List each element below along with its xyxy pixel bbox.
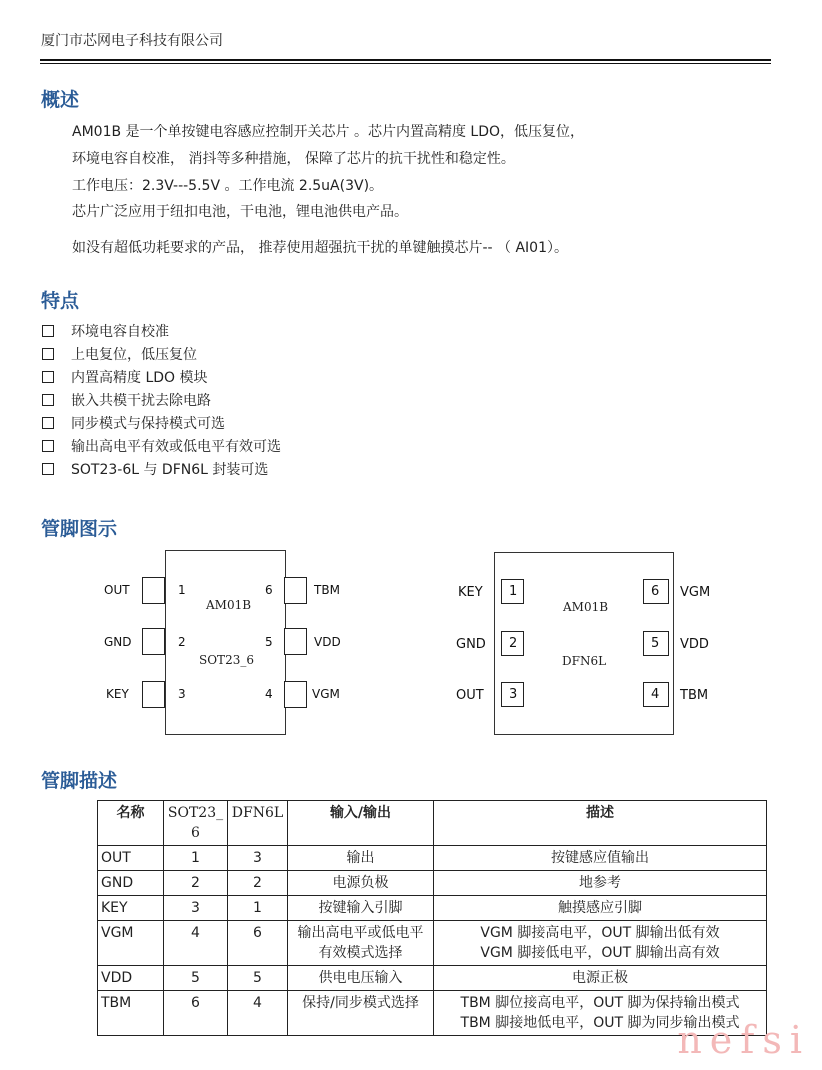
sot23-pin-pad — [142, 628, 165, 655]
sot23-pin-number: 5 — [265, 635, 273, 649]
sot23-pin-label: OUT — [104, 583, 130, 597]
col-header-dfn: DFN6L — [228, 801, 288, 846]
checkbox-icon — [42, 440, 54, 452]
feature-item: 上电复位，低压复位 — [42, 344, 197, 364]
table-header-row — [98, 801, 767, 846]
cell-desc: 电源正极 — [434, 966, 767, 991]
overview-line-2: 环境电容自校准， 消抖等多种措施， 保障了芯片的抗干扰性和稳定性。 — [72, 151, 515, 167]
dfn6-chip-name: AM01B — [563, 600, 609, 614]
cell-dfn: 5 — [228, 966, 288, 991]
sot23-package-name: SOT23_6 — [199, 653, 254, 667]
table-row — [98, 846, 767, 871]
sot23-pin-pad — [284, 681, 307, 708]
cell-dfn: 1 — [228, 896, 288, 921]
sot23-pin-number: 6 — [265, 583, 273, 597]
dfn6-pin-number: 3 — [509, 687, 518, 702]
feature-item: 环境电容自校准 — [42, 321, 169, 341]
sot23-pin-pad — [284, 628, 307, 655]
table-row — [98, 966, 767, 991]
sot23-pin-label: GND — [104, 635, 132, 649]
header-rule-thin — [40, 63, 771, 64]
cell-sot: 5 — [164, 966, 228, 991]
cell-desc: 按键感应值输出 — [434, 846, 767, 871]
sot23-pin-pad — [142, 577, 165, 604]
overview-line-4: 芯片广泛应用于纽扣电池，干电池，锂电池供电产品。 — [72, 204, 408, 220]
sot23-pin-number: 4 — [265, 687, 273, 701]
feature-item: 输出高电平有效或低电平有效可选 — [42, 436, 281, 456]
dfn6-pin-label: VDD — [680, 637, 709, 652]
cell-name: KEY — [98, 896, 164, 921]
overview-heading: 概述 — [41, 89, 80, 111]
features-heading: 特点 — [41, 290, 80, 312]
checkbox-icon — [42, 417, 54, 429]
cell-sot: 1 — [164, 846, 228, 871]
cell-sot: 4 — [164, 921, 228, 966]
cell-name: TBM — [98, 991, 164, 1036]
cell-sot: 2 — [164, 871, 228, 896]
dfn6-pin-number: 6 — [651, 584, 660, 599]
col-header-desc: 描述 — [434, 801, 767, 846]
cell-io: 供电电压输入 — [288, 966, 434, 991]
dfn6-pin-label: OUT — [456, 688, 484, 703]
dfn6-pin-label: KEY — [458, 585, 483, 600]
dfn6-pin-number: 1 — [509, 584, 518, 599]
checkbox-icon — [42, 463, 54, 475]
cell-dfn: 2 — [228, 871, 288, 896]
overview-line-5: 如没有超低功耗要求的产品， 推荐使用超强抗干扰的单键触摸芯片-- （ AI01）。 — [72, 240, 568, 256]
table-row — [98, 991, 767, 1036]
sot23-pin-label: KEY — [106, 687, 129, 701]
dfn6-pin-label: GND — [456, 637, 486, 652]
sot23-pin-number: 1 — [178, 583, 186, 597]
cell-io: 保持/同步模式选择 — [288, 991, 434, 1036]
dfn6-pin-label: TBM — [680, 688, 709, 703]
dfn6-package-name: DFN6L — [562, 654, 607, 668]
sot23-pin-label: TBM — [314, 583, 340, 597]
checkbox-icon — [42, 348, 54, 360]
overview-line-3: 工作电压：2.3V---5.5V 。工作电流 2.5uA(3V)。 — [72, 178, 384, 194]
watermark: nefsi — [677, 1018, 810, 1062]
dfn6-pin-label: VGM — [680, 585, 711, 600]
dfn6-pin-number: 4 — [651, 687, 660, 702]
cell-desc: 触摸感应引脚 — [434, 896, 767, 921]
col-header-name: 名称 — [98, 801, 164, 846]
sot23-pin-label: VDD — [314, 635, 341, 649]
cell-name: OUT — [98, 846, 164, 871]
table-row — [98, 871, 767, 896]
col-header-io: 输入/输出 — [288, 801, 434, 846]
table-row — [98, 896, 767, 921]
feature-item: SOT23-6L 与 DFN6L 封装可选 — [42, 459, 268, 479]
cell-name: VGM — [98, 921, 164, 966]
pin-desc-table — [97, 800, 767, 1036]
cell-dfn: 4 — [228, 991, 288, 1036]
cell-sot: 3 — [164, 896, 228, 921]
checkbox-icon — [42, 325, 54, 337]
sot23-pin-number: 2 — [178, 635, 186, 649]
overview-line-1: AM01B 是一个单按键电容感应控制开关芯片 。芯片内置高精度 LDO，低压复位， — [72, 124, 585, 140]
sot23-pin-number: 3 — [178, 687, 186, 701]
pin-desc-heading: 管脚描述 — [41, 770, 118, 792]
cell-dfn: 6 — [228, 921, 288, 966]
sot23-pin-pad — [284, 577, 307, 604]
cell-io: 电源负极 — [288, 871, 434, 896]
cell-io: 输出 — [288, 846, 434, 871]
feature-item: 嵌入共模干扰去除电路 — [42, 390, 211, 410]
col-header-sot: SOT23_6 — [164, 801, 228, 846]
pinout-heading: 管脚图示 — [41, 518, 118, 540]
checkbox-icon — [42, 371, 54, 383]
dfn6-pin-number: 5 — [651, 636, 660, 651]
checkbox-icon — [42, 394, 54, 406]
table-row — [98, 921, 767, 966]
cell-desc: VGM 脚接高电平，OUT 脚输出低有效 VGM 脚接低电平，OUT 脚输出高有效 — [434, 921, 767, 966]
feature-item: 同步模式与保持模式可选 — [42, 413, 225, 433]
cell-dfn: 3 — [228, 846, 288, 871]
cell-io: 按键输入引脚 — [288, 896, 434, 921]
sot23-chip-name: AM01B — [206, 598, 252, 612]
cell-desc: TBM 脚位接高电平，OUT 脚为保持输出模式 TBM 脚接地低电平，OUT 脚为同步输出模式 — [434, 991, 767, 1036]
cell-name: GND — [98, 871, 164, 896]
feature-item: 内置高精度 LDO 模块 — [42, 367, 208, 387]
cell-sot: 6 — [164, 991, 228, 1036]
cell-name: VDD — [98, 966, 164, 991]
cell-io: 输出高电平或低电平有效模式选择 — [288, 921, 434, 966]
cell-desc: 地参考 — [434, 871, 767, 896]
sot23-pin-label: VGM — [312, 687, 340, 701]
header-rule — [40, 59, 771, 61]
company-name: 厦门市芯网电子科技有限公司 — [41, 33, 223, 49]
sot23-pin-pad — [142, 681, 165, 708]
dfn6-pin-number: 2 — [509, 636, 518, 651]
